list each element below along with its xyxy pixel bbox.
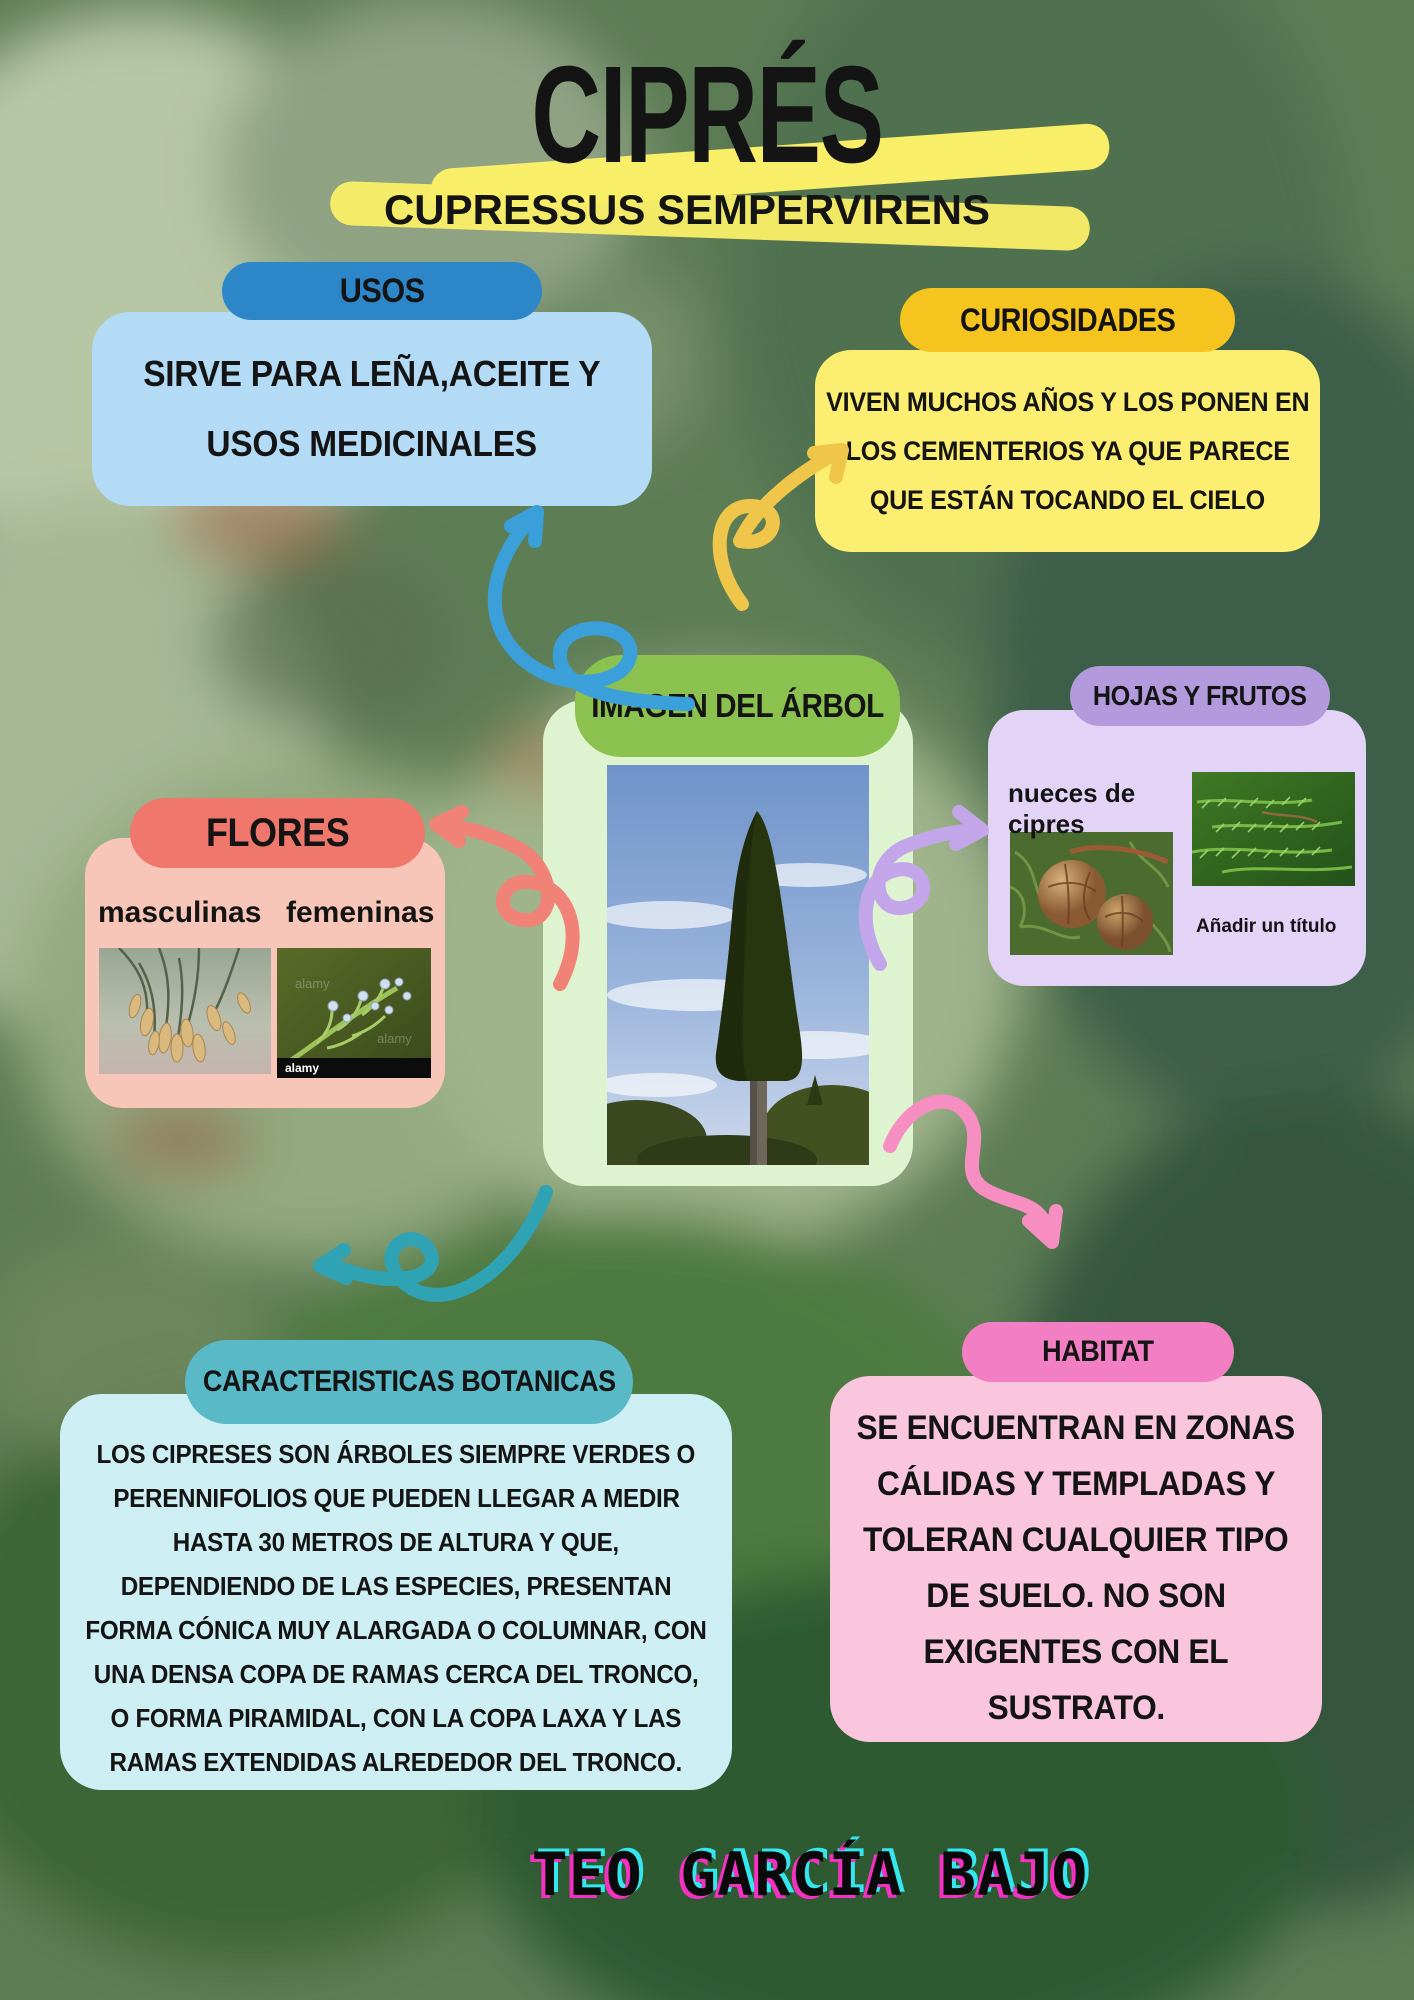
alamy-watermark-bar [277,1058,431,1078]
habitat-text-line: DE SUELO. NO SON [926,1577,1226,1615]
foliage-photo [1192,772,1355,886]
caracteristicas-text-line: RAMAS EXTENDIDAS ALREDEDOR DEL TRONCO. [109,1747,683,1777]
hojas-header-pill [1070,666,1330,726]
imagen-header-pill [575,655,900,757]
curiosidades-text-line: VIVEN MUCHOS AÑOS Y LOS PONEN EN [825,386,1310,417]
usos-body-box [92,312,652,506]
caracteristicas-header-label: CARACTERISTICAS BOTANICAS [202,1365,616,1398]
tree-photo-art [607,765,869,1165]
habitat-text-line: SUSTRATO. [987,1689,1165,1727]
caracteristicas-text-line: FORMA CÓNICA MUY ALARGADA O COLUMNAR, CON [85,1615,707,1645]
cypress-nuts-art [1010,832,1173,955]
caracteristicas-header-pill [185,1340,633,1424]
curiosidades-text-line: QUE ESTÁN TOCANDO EL CIELO [869,484,1266,515]
page-subtitle: CUPRESSUS SEMPERVIRENS [383,186,991,233]
flores-header-pill [130,798,425,868]
caracteristicas-text-line: DEPENDIENDO DE LAS ESPECIES, PRESENTAN [120,1571,672,1601]
caracteristicas-text-line: PERENNIFOLIOS QUE PUEDEN LLEGAR A MEDIR [112,1483,680,1513]
curiosidades-header-pill [900,288,1235,352]
usos-text-line: SIRVE PARA LEÑA,ACEITE Y [143,353,601,394]
habitat-text-line: TOLERAN CUALQUIER TIPO [863,1521,1289,1559]
masculinas-label: masculinas [98,896,262,929]
femeninas-label: femeninas [286,896,435,929]
imagen-header-label: IMAGEN DEL ÁRBOL [591,687,884,724]
male-flowers-art [99,948,271,1074]
hojas-header-label: HOJAS Y FRUTOS [1093,680,1307,711]
flores-header-label: FLORES [205,810,350,855]
svg-text:alamy: alamy [295,976,330,991]
caracteristicas-text-line: HASTA 30 METROS DE ALTURA Y QUE, [172,1527,620,1557]
caracteristicas-text-line: O FORMA PIRAMIDAL, CON LA COPA LAXA Y LAS [110,1703,682,1733]
svg-text:alamy: alamy [377,1031,412,1046]
habitat-header-pill [962,1322,1234,1382]
page-title: CIPRÉS [531,38,883,192]
cypress-nuts-photo [1010,832,1173,955]
alamy-watermark-label: alamy [285,1061,320,1075]
habitat-text-line: SE ENCUENTRAN EN ZONAS [856,1409,1296,1447]
caracteristicas-body-box [60,1394,732,1790]
habitat-text-line: EXIGENTES CON EL [923,1633,1229,1671]
nueces-caption: nueces de cipres [1008,778,1136,839]
curiosidades-header-label: CURIOSIDADES [959,301,1176,338]
tree-photo [607,765,869,1165]
usos-header-pill [222,262,542,320]
curiosidades-body-box [815,350,1320,552]
habitat-body-box [830,1376,1322,1742]
foliage-art [1192,772,1355,886]
habitat-header-label: HABITAT [1042,1335,1154,1368]
usos-text-line: USOS MEDICINALES [206,423,538,464]
caracteristicas-text-line: UNA DENSA COPA DE RAMAS CERCA DEL TRONCO, [93,1659,699,1689]
male-flowers-photo [99,948,271,1074]
caracteristicas-text-line: LOS CIPRESES SON ÁRBOLES SIEMPRE VERDES O [96,1439,696,1469]
author-signature: TEO GARCÍA BAJO [531,1840,1089,1910]
curiosidades-text-line: LOS CEMENTERIOS YA QUE PARECE [845,435,1290,466]
habitat-text-line: CÁLIDAS Y TEMPLADAS Y [876,1465,1276,1503]
female-flowers-photo [277,948,431,1078]
usos-header-label: USOS [339,271,425,310]
anadir-titulo-caption: Añadir un título [1196,916,1337,937]
